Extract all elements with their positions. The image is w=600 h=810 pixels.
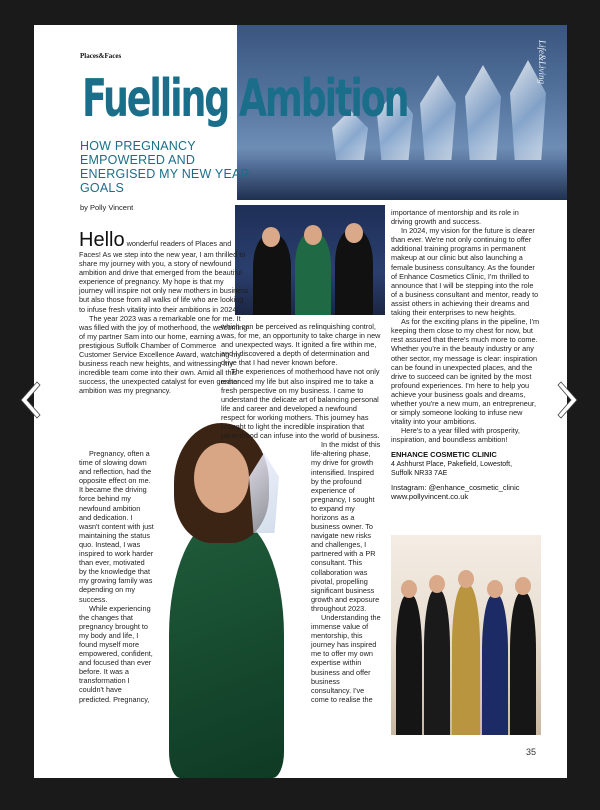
article-column-2 (221, 322, 381, 704)
article-paragraph: While experiencing the changes that pregnancy brought to my body and life, I found myself more empowered, confident, and focused than ever before. It was a transformation I couldn't have predicted. Pregnancy, (79, 603, 153, 704)
article-paragraph: Understanding the immense value of mentorship, this journey has inspired me to offer my own expertise within business and offer business consultancy. I've come to realise the (311, 613, 381, 704)
person-head (401, 580, 417, 598)
article-paragraph: Pregnancy, often a time of slowing down and reflection, had the opposite effect on me. It became the driving force behind my newfound ambition and dedication. I wasn't content with just maintaining the status quo. Instead, I was inspired to work harder than ever, motivated by the knowledge that my growing family was depending on my success. (79, 449, 154, 604)
person-head (429, 575, 445, 593)
chevron-right-icon[interactable] (557, 380, 581, 420)
person-figure (510, 593, 536, 735)
page-number: 35 (526, 747, 537, 757)
article-paragraph: importance of mentorship and its role in driving growth and success. (391, 208, 519, 227)
article-paragraph: In 2024, my vision for the future is clearer than ever. We're not only continuing to offer additional training programs in permanent makeup at our clinic but also launching a female business consultancy. As the founder of Enhance Cosmetics Clinic, I'm thrilled to announce that I will be stepping into the role of a business consultant and mentor, ready to assist others in achieving their dreams and taking their enterprises to new heights. (391, 226, 539, 318)
clinic-name: ENHANCE COSMETIC CLINIC (391, 450, 497, 460)
article-column-3 (391, 208, 541, 502)
article-paragraph: Here's to a year filled with prosperity, inspiration, and boundless ambition! (391, 426, 520, 445)
person-head (487, 580, 503, 598)
event-photo (235, 205, 385, 315)
person-figure (452, 585, 480, 735)
article-paragraph: The year 2023 was a remarkable one for me. It was filled with the joy of motherhood, the welcoming of my partner Sam into our home, earning a prestigious Suffolk Chamber of Commerce Customer Service Excellence Award, watching my business reach new heights, and witnessing my incredible team come into their own. Amid all this success, the unexpected catalyst for even greater ambition was my pregnancy. (79, 313, 248, 396)
magazine-page (34, 25, 567, 778)
person-figure (295, 233, 331, 315)
section-label: Places&Faces (80, 52, 122, 60)
paragraph-text: wonderful readers of Places and Faces! As we step into the new year, I am thrilled to share my journey with you, a story of newfound ambition and drive that emerged from the beautiful experience of pregnancy. My hope is that my journey will inspire not only new mothers in business but also those from all walks of life who are looking to infuse fresh vitality into their ambitions in 2024. (79, 239, 249, 314)
clinic-website: www.pollyvincent.co.uk (391, 492, 469, 502)
clinic-instagram: Instagram: @enhance_cosmetic_clinic (391, 482, 520, 492)
award-trophy (420, 75, 456, 170)
article-byline: by Polly Vincent (80, 203, 134, 212)
drop-word: Hello (79, 229, 125, 251)
article-paragraph: As for the exciting plans in the pipeline, I'm keeping them close to my chest for now, but rest assured that there's much more to come. Whether you're in the beauty industry or any other sector, my message is clear: inspiration can be found in unexpected places, and the drive to succeed can be ignited by the most profound experiences. I'm here to help you achieve your business goals and dreams, whether you're a new mum, an entrepreneur, or simply someone looking to infuse new vitality into your ambitions. (391, 317, 540, 427)
article-title: Fuelling Ambition (82, 69, 408, 129)
person-figure (396, 595, 422, 735)
award-trophy (465, 65, 501, 170)
person-head (345, 223, 363, 243)
team-photo (391, 535, 541, 735)
person-head (304, 225, 322, 245)
person-head (515, 577, 531, 595)
article-column-1-narrow (79, 449, 154, 704)
person-head (458, 570, 474, 588)
person-head (262, 227, 280, 247)
side-tab-label: Life&Living (537, 40, 547, 85)
chevron-left-icon[interactable] (17, 380, 41, 420)
article-paragraph: In the midst of this life-altering phase, my drive for growth intensified. Inspired by the profound experience of pregnancy, I sought to expand my horizons as a business owner. To navigate new risks and challenges, I partnered with a PR consultant. This collaboration was pivotal, propelling significant business growth and exposure throughout 2023. (311, 440, 381, 613)
article-paragraph: which can be perceived as relinquishing control, was, for me, an opportunity to take charge in new and unexpected ways. It ignited a fire within me, and I discovered a depth of determination and drive that I had never known before. (221, 322, 381, 368)
article-subtitle: HOW PREGNANCY EMPOWERED AND ENERGISED MY NEW YEAR GOALS (80, 139, 250, 195)
clinic-address-line2: Suffolk NR33 7AE (391, 469, 448, 477)
clinic-address-line1: 4 Ashhurst Place, Pakefield, Lowestoft, (391, 460, 513, 468)
person-figure (424, 590, 450, 735)
person-figure (482, 595, 508, 735)
article-paragraph: The experiences of motherhood have not only enhanced my life but also inspired me to take a fresh perspective on my business. I came to understand the delicate art of balancing personal life and career and developed a newfound respect for working mothers. This journey has brought to light the incredible inspiration that parenthood can infuse into the world of business. (221, 367, 380, 441)
award-table (237, 160, 567, 200)
article-paragraph (79, 230, 249, 314)
person-figure (253, 235, 291, 315)
